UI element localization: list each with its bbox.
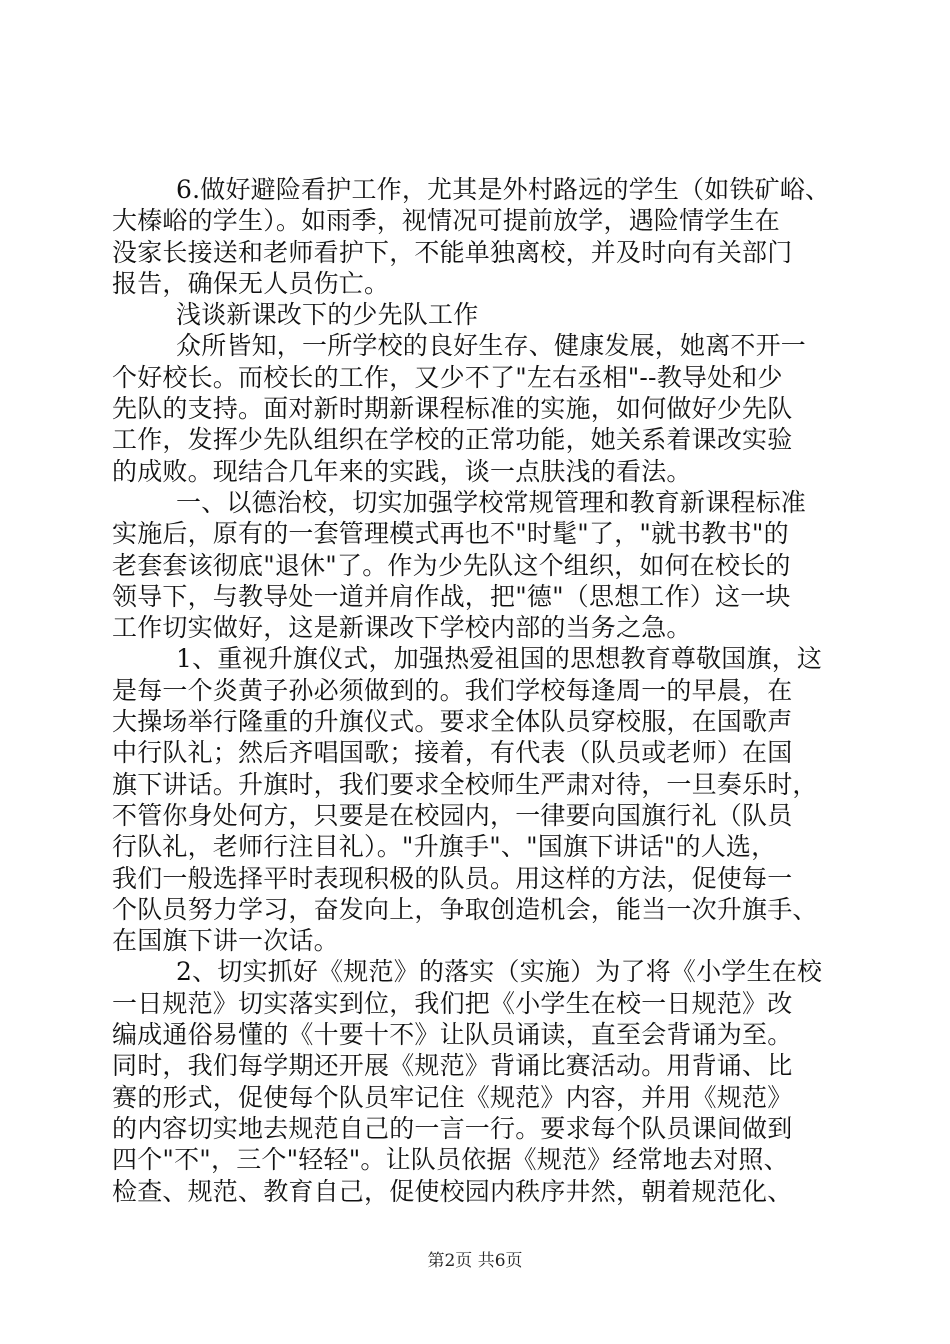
text-line: 浅谈新课改下的少先队工作 [176, 300, 479, 330]
page-footer: 第2页 共6页 [427, 1251, 523, 1271]
text-line: 一、以德治校，切实加强学校常规管理和教育新课程标准 [176, 487, 807, 517]
text-line: 实施后，原有的一套管理模式再也不"时髦"了，"就书教书"的 [112, 519, 789, 549]
text-line: 先队的支持。面对新时期新课程标准的实施，如何做好少先队 [112, 394, 793, 424]
text-line: 编成通俗易懂的《十要十不》让队员诵读，直至会背诵为至。 [112, 1020, 793, 1050]
text-line: 没家长接送和老师看护下，不能单独离校，并及时向有关部门 [112, 237, 793, 267]
text-line: 旗下讲话。升旗时，我们要求全校师生严肃对待，一旦奏乐时， [112, 769, 818, 799]
text-line: 赛的形式，促使每个队员牢记住《规范》内容，并用《规范》 [112, 1082, 793, 1112]
text-line: 的内容切实地去规范自己的一言一行。要求每个队员课间做到 [112, 1113, 793, 1143]
text-line: 工作切实做好，这是新课改下学校内部的当务之急。 [112, 613, 692, 643]
document-body [112, 174, 832, 1207]
text-line: 大榛峪的学生）。如雨季，视情况可提前放学，遇险情学生在 [112, 206, 780, 236]
text-line: 老套套该彻底"退休"了。作为少先队这个组织，如何在校长的 [112, 550, 791, 580]
text-line: 检查、规范、教育自己，促使校园内秩序井然，朝着规范化、 [112, 1176, 793, 1206]
text-line: 6.做好避险看护工作，尤其是外村路远的学生（如铁矿峪、 [176, 175, 831, 204]
text-line: 一日规范》切实落实到位，我们把《小学生在校一日规范》改 [112, 988, 793, 1018]
text-line: 报告，确保无人员伤亡。 [112, 268, 390, 298]
text-line: 我们一般选择平时表现积极的队员。用这样的方法，促使每一 [112, 863, 793, 893]
text-line: 是每一个炎黄子孙必须做到的。我们学校每逢周一的早晨，在 [112, 675, 793, 705]
text-line: 的成败。现结合几年来的实践，谈一点肤浅的看法。 [112, 456, 692, 486]
text-line: 同时，我们每学期还开展《规范》背诵比赛活动。用背诵、比 [112, 1051, 793, 1081]
text-line: 2、切实抓好《规范》的落实（实施）为了将《小学生在校 [176, 957, 823, 987]
text-line: 个好校长。而校长的工作，又少不了"左右丞相"--教导处和少 [112, 362, 783, 392]
text-line: 四个"不"，三个"轻轻"。让队员依据《规范》经常地去对照、 [112, 1145, 789, 1175]
text-line: 领导下，与教导处一道并肩作战，把"德"（思想工作）这一块 [112, 581, 791, 611]
text-line: 工作，发挥少先队组织在学校的正常功能，她关系着课改实验 [112, 425, 793, 455]
text-line: 行队礼，老师行注目礼）。"升旗手"、"国旗下讲话"的人选， [112, 832, 777, 862]
text-line: 大操场举行隆重的升旗仪式。要求全体队员穿校服，在国歌声 [112, 707, 793, 737]
text-line: 个队员努力学习，奋发向上，争取创造机会，能当一次升旗手、 [112, 894, 818, 924]
text-line: 众所皆知，一所学校的良好生存、健康发展，她离不开一 [176, 331, 807, 361]
text-line: 在国旗下讲一次话。 [112, 926, 339, 956]
text-line: 1、重视升旗仪式，加强热爱祖国的思想教育尊敬国旗，这 [176, 644, 823, 674]
text-line: 不管你身处何方，只要是在校园内，一律要向国旗行礼（队员 [112, 800, 793, 830]
text-line: 中行队礼；然后齐唱国歌；接着，有代表（队员或老师）在国 [112, 738, 793, 768]
